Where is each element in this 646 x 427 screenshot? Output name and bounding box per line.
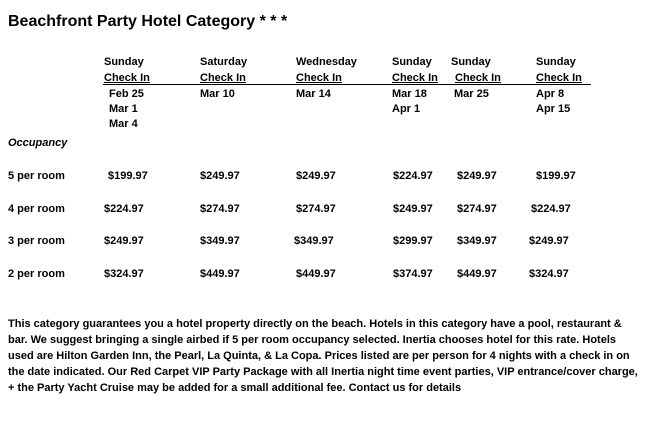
price-cell: $349.97 <box>200 235 240 247</box>
date: Apr 8 <box>536 88 565 100</box>
price-cell: $249.97 <box>200 170 240 182</box>
occupancy-label: Occupancy <box>8 137 68 149</box>
price-cell: $274.97 <box>200 203 240 215</box>
date: Mar 1 <box>109 103 138 115</box>
date: Apr 15 <box>536 103 571 115</box>
price-cell: $199.97 <box>536 170 576 182</box>
column-dates <box>454 87 489 102</box>
column-check-in: Check In <box>536 72 582 84</box>
price-cell: $249.97 <box>457 170 497 182</box>
column-check-in: Check In <box>200 72 246 84</box>
column-day: Sunday <box>536 56 576 68</box>
price-cell: $249.97 <box>529 235 569 247</box>
page-title: Beachfront Party Hotel Category * * * <box>8 13 288 30</box>
column-dates <box>392 87 427 117</box>
header-divider <box>103 84 591 85</box>
date: Feb 25 <box>109 88 144 100</box>
price-cell: $374.97 <box>393 268 433 280</box>
price-cell: $449.97 <box>200 268 240 280</box>
column-day: Sunday <box>451 56 491 68</box>
column-check-in: Check In <box>104 72 150 84</box>
column-day: Sunday <box>392 56 432 68</box>
price-cell: $224.97 <box>104 203 144 215</box>
price-cell: $324.97 <box>529 268 569 280</box>
column-header <box>200 54 247 86</box>
price-cell: $449.97 <box>457 268 497 280</box>
column-check-in: Check In <box>296 72 342 84</box>
date: Mar 18 <box>392 88 427 100</box>
column-header <box>104 54 150 86</box>
price-cell: $299.97 <box>393 235 433 247</box>
price-cell: $224.97 <box>393 170 433 182</box>
row-label: 2 per room <box>8 268 65 280</box>
row-label: 4 per room <box>8 203 65 215</box>
column-header <box>536 54 582 86</box>
date: Mar 4 <box>109 118 138 130</box>
price-cell: $274.97 <box>457 203 497 215</box>
description-paragraph: This category guarantees you a hotel property directly on the beach. Hotels in this category have a pool, restaurant & bar. We suggest bringing a single airbed if 5 per room occupancy selected. Inertia chooses hotel for this rate. Hotels used are Hilton Garden Inn, the Pearl, La Quinta, & La Copa. Prices listed are per person for 4 nights with a check in on the date indicated. Our Red Carpet VIP Party Package with all Inertia night time event parties, VIP entrance/cover charge, + the Party Yacht Cruise may be added for a small additional fee. Contact us for details <box>8 318 638 394</box>
row-label: 3 per room <box>8 235 65 247</box>
column-header <box>451 54 501 86</box>
price-cell: $274.97 <box>296 203 336 215</box>
column-day: Sunday <box>104 56 144 68</box>
price-cell: $249.97 <box>393 203 433 215</box>
column-header <box>392 54 438 86</box>
date: Mar 14 <box>296 88 331 100</box>
column-dates <box>200 87 235 102</box>
price-cell: $249.97 <box>104 235 144 247</box>
price-cell: $249.97 <box>296 170 336 182</box>
date: Apr 1 <box>392 103 421 115</box>
date: Mar 10 <box>200 88 235 100</box>
column-dates <box>536 87 570 117</box>
price-cell: $349.97 <box>294 235 334 247</box>
price-cell: $324.97 <box>104 268 144 280</box>
date: Mar 25 <box>454 88 489 100</box>
price-cell: $224.97 <box>531 203 571 215</box>
price-cell: $199.97 <box>108 170 148 182</box>
column-dates <box>296 87 331 102</box>
column-check-in: Check In <box>392 72 438 84</box>
price-cell: $449.97 <box>296 268 336 280</box>
column-header <box>296 54 357 86</box>
column-day: Wednesday <box>296 56 357 68</box>
price-cell: $349.97 <box>457 235 497 247</box>
column-check-in: Check In <box>455 72 501 84</box>
column-day: Saturday <box>200 56 248 68</box>
row-label: 5 per room <box>8 170 65 182</box>
column-dates <box>109 87 144 132</box>
